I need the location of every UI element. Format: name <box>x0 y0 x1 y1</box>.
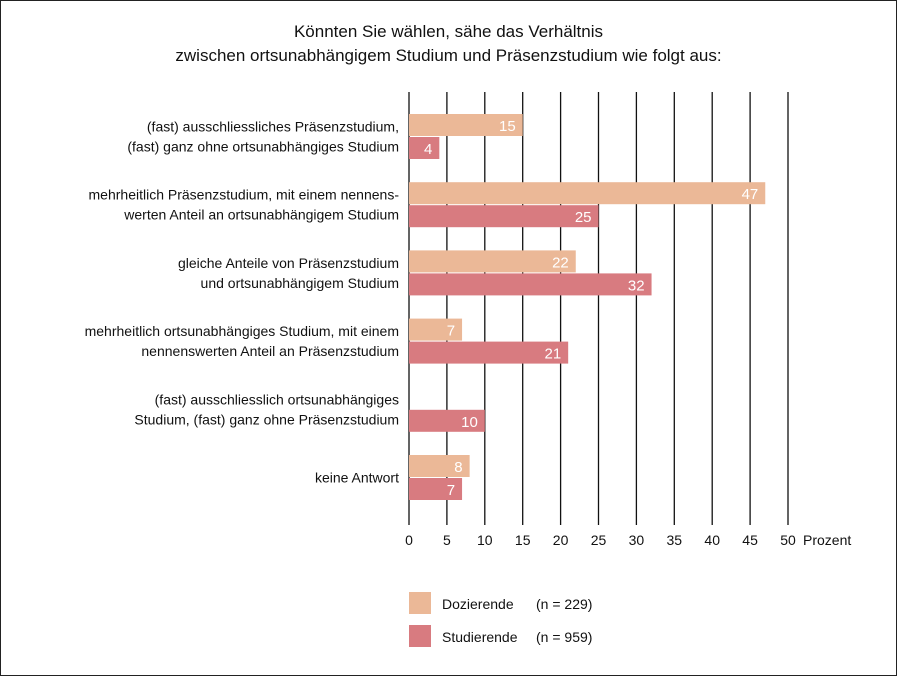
data-label-dozierende-2: 22 <box>552 254 569 272</box>
data-label-dozierende-0: 15 <box>499 118 516 135</box>
tick-label-35: 35 <box>666 532 683 548</box>
tick-label-15: 15 <box>514 532 531 548</box>
tick-label-5: 5 <box>443 532 451 548</box>
bar-studierende-1 <box>409 205 599 227</box>
category-label-2-1: und ortsunabhängigem Studium <box>200 274 399 291</box>
category-label-1-0: mehrheitlich Präsenzstudium, mit einem nennens- <box>88 186 399 203</box>
category-label-3-1: nennenswerten Anteil an Präsenzstudium <box>141 343 399 360</box>
x-axis-label: Prozent <box>803 532 852 548</box>
bar-dozierende-1 <box>409 182 765 204</box>
category-label-4-1: Studium, (fast) ganz ohne Präsenzstudium <box>134 411 399 428</box>
legend-n-studierende: (n = 959) <box>536 629 593 645</box>
category-label-2-0: gleiche Anteile von Präsenzstudium <box>177 254 399 271</box>
legend-name-dozierende: Dozierende <box>442 596 514 612</box>
legend-swatch-dozierende <box>409 592 431 614</box>
data-label-studierende-0: 4 <box>423 141 433 158</box>
tick-label-25: 25 <box>590 532 607 548</box>
tick-label-10: 10 <box>477 532 493 548</box>
data-label-studierende-5: 7 <box>446 482 456 499</box>
category-label-1-1: werten Anteil an ortsunabhängigem Studium <box>124 206 399 223</box>
bar-studierende-2 <box>409 273 652 295</box>
bar-dozierende-2 <box>409 250 576 272</box>
data-label-studierende-4: 10 <box>461 413 478 431</box>
tick-label-40: 40 <box>704 532 720 548</box>
category-label-0-1: (fast) ganz ohne ortsunabhängiges Studium <box>127 138 399 155</box>
data-label-studierende-3: 21 <box>544 345 562 363</box>
category-label-4-0: (fast) ausschliesslich ortsunabhängiges <box>154 391 399 408</box>
chart-title-line-2: zwischen ortsunabhängigem Studium und Präsenzstudium wie folgt aus: <box>175 46 722 65</box>
category-label-0-0: (fast) ausschliessliches Präsenzstudium, <box>146 118 399 135</box>
data-label-dozierende-3: 7 <box>446 322 456 340</box>
chart-title-line-1: Könnten Sie wählen, sähe das Verhältnis <box>293 22 604 41</box>
data-label-dozierende-5: 8 <box>454 459 463 476</box>
tick-label-20: 20 <box>552 532 569 548</box>
data-label-studierende-1: 25 <box>574 209 592 227</box>
category-label-5-0: keine Antwort <box>314 469 399 486</box>
tick-label-30: 30 <box>628 532 645 548</box>
tick-label-50: 50 <box>780 532 796 548</box>
tick-label-0: 0 <box>405 532 413 548</box>
category-label-3-0: mehrheitlich ortsunabhängiges Studium, mit einem <box>84 323 399 340</box>
tick-label-45: 45 <box>742 532 758 548</box>
legend-n-dozierende: (n = 229) <box>536 596 593 612</box>
legend-name-studierende: Studierende <box>442 629 518 645</box>
data-label-dozierende-1: 47 <box>741 186 759 204</box>
legend-swatch-studierende <box>409 625 431 647</box>
data-label-studierende-2: 32 <box>627 277 645 295</box>
